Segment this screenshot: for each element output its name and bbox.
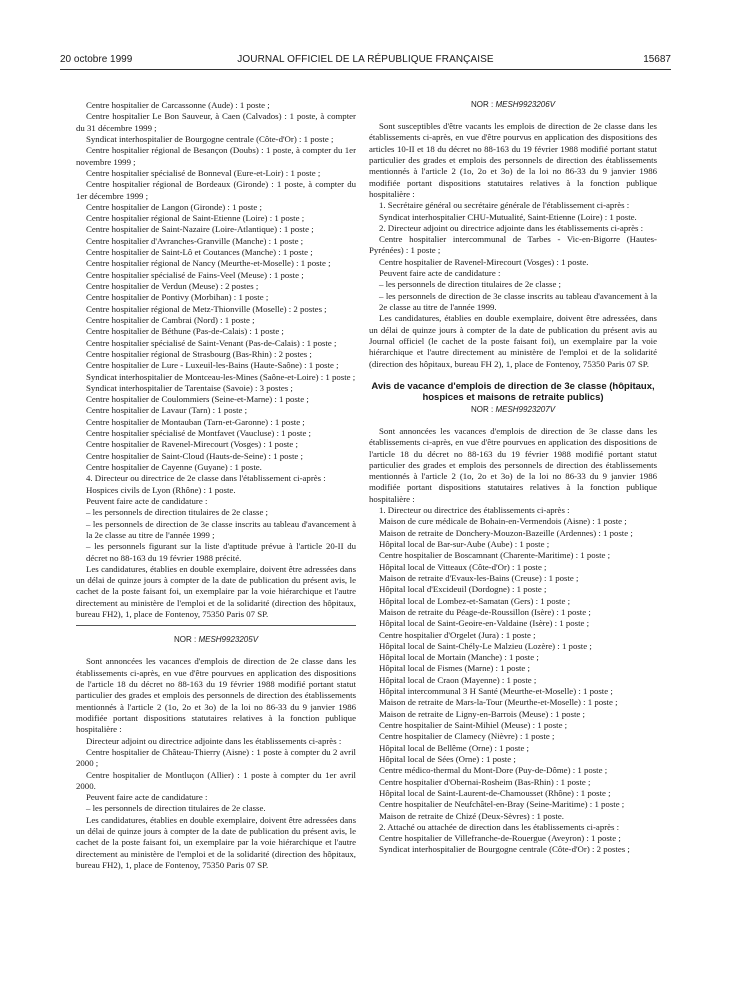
paragraph: Centre hospitalier spécialisé de Montfavet (Vaucluse) : 1 poste ; [86, 428, 311, 439]
paragraph: Centre hospitalier de Langon (Gironde) : 1 poste ; [86, 201, 262, 212]
paragraph: Centre hospitalier de Cayenne (Guyane) : 1 poste. [86, 462, 262, 472]
paragraph: Centre hospitalier de Neufchâtel-en-Bray (Seine-Maritime) : 1 poste ; [379, 799, 625, 810]
paragraph: Centre hospitalier régional de Nancy (Meurthe-et-Moselle) : 1 poste ; [86, 258, 331, 269]
paragraph: Centre hospitalier de Cambrai (Nord) : 1 poste ; [86, 314, 255, 325]
section-divider [76, 620, 356, 634]
paragraph: Hôpital local de Bar-sur-Aube (Aube) : 1 poste ; [379, 539, 550, 549]
paragraph: Syndicat interhospitalier de Tarentaise (Savoie) : 3 postes ; [86, 382, 293, 393]
paragraph: Centre hospitalier de Pontivy (Morbihan) : 1 poste ; [86, 292, 269, 303]
spacer [369, 110, 657, 121]
paragraph: 2. Directeur adjoint ou directrice adjointe dans les établissements ci-après : [379, 222, 644, 233]
header-rule [60, 69, 671, 70]
paragraph: Centre hospitalier intercommunal de Tarbes - Vic-en-Bigorre (Hautes-Pyrénées) : 1 poste ; [369, 234, 657, 256]
nor-reference [76, 634, 356, 645]
paragraph: Syndicat interhospitalier de Bourgogne centrale (Côte-d'Or) : 2 postes ; [379, 844, 630, 855]
paragraph: Hospices civils de Lyon (Rhône) : 1 poste. [86, 484, 236, 495]
list-item: – les personnels de direction de 3e classe inscrits au tableau d'avancement à la 2e classe au titre de l'année 1999 ; [86, 518, 356, 540]
paragraph: Maison de retraite du Péage-de-Roussillon (Isère) : 1 poste ; [379, 606, 591, 617]
paragraph: Directeur adjoint ou directrice adjointe dans les établissements ci-après : [86, 735, 342, 746]
nor-id: MESH9923205V [198, 635, 259, 645]
nor-id: MESH9923207V [495, 404, 556, 414]
header-date: 20 octobre 1999 [60, 54, 133, 65]
paragraph: Centre hospitalier spécialisé de Saint-Venant (Pas-de-Calais) : 1 poste ; [86, 337, 337, 348]
paragraph: Hôpital local de Saint-Geoire-en-Valdaine (Isère) : 1 poste ; [379, 618, 590, 629]
paragraph: Centre hospitalier de Saint-Mihiel (Meuse) : 1 poste ; [379, 720, 568, 730]
paragraph: Les candidatures, établies en double exemplaire, doivent être adressées dans un délai de quinze jours à compter de la date de publication du présent avis, le cachet de la poste faisant foi, un exemplaire par la voie hiérarchique et l'autre directement au ministère de l'emploi et de la solidarité (direction des hôpitaux, bureau FH2), 1, place de Fontenoy, 75350 Paris 07 SP. [76, 563, 356, 620]
paragraph: Centre hospitalier régional de Saint-Etienne (Loire) : 1 poste ; [86, 213, 305, 224]
paragraph: Maison de retraite de Donchery-Mouzon-Bazeille (Ardennes) : 1 poste ; [379, 527, 633, 538]
paragraph: Hôpital local de Saint-Chély-Le Malzieu (Lozère) : 1 poste ; [379, 640, 592, 651]
paragraph: Maison de retraite de Chizé (Deux-Sèvres) : 1 poste. [379, 810, 564, 821]
paragraph: Hôpital local de Sées (Orne) : 1 poste ; [379, 753, 516, 764]
paragraph: 4. Directeur ou directrice de 2e classe dans l'établissement ci-après : [86, 473, 326, 484]
paragraph: Syndicat interhospitalier CHU-Mutualité, Saint-Etienne (Loire) : 1 poste. [379, 211, 637, 222]
paragraph: Maison de retraite de Mars-la-Tour (Meurthe-et-Moselle) : 1 poste ; [379, 697, 618, 708]
spacer [369, 415, 657, 426]
nor-label: NOR : [173, 635, 197, 645]
paragraph: Sont annoncées les vacances d'emplois de direction de 2e classe dans les établissements ci-après, en vue d'être pourvues en application des dispositions de l'article 18 du décret no 88-163 du 19 février 1988 modifié portant statut particulier des grades et emplois des personnels de direction des établissements mentionnés à l'article 2 (1o, 2o et 3o) de la loi no 86-33 du 9 janvier 1986 modifiée portant dispositions statutaires relatives à la fonction publique hospitalière : [76, 656, 356, 735]
paragraph: Hôpital local de Fismes (Marne) : 1 poste ; [379, 663, 530, 674]
paragraph: 2. Attaché ou attachée de direction dans les établissements ci-après : [379, 821, 620, 832]
paragraph: Centre hospitalier de Béthune (Pas-de-Calais) : 1 poste ; [86, 326, 284, 337]
paragraph: Sont annoncées les vacances d'emplois de direction de 3e classe dans les établissements ci-après, en vue d'être pourvues en application des dispositions de l'article 18 du décret no 88-163 du 19 février 1988 modifié portant statut particulier des grades et emplois des personnels de direction des établissements mentionnés à l'article 2 (1o, 2o et 3o) de la loi no 86-33 du 9 janvier 1986 modifiée portant dispositions statutaires relatives à la fonction publique hospitalière : [369, 425, 657, 504]
spacer [76, 645, 356, 656]
paragraph: Syndicat interhospitalier de Montceau-les-Mines (Saône-et-Loire) : 1 poste ; [86, 371, 356, 382]
header-title: JOURNAL OFFICIEL DE LA RÉPUBLIQUE FRANÇAISE [237, 54, 494, 65]
paragraph: 1. Directeur ou directrice des établissements ci-après : [379, 505, 570, 516]
paragraph: Centre hospitalier de Saint-Nazaire (Loire-Atlantique) : 1 poste ; [86, 224, 314, 235]
right-column [369, 99, 657, 856]
paragraph: Centre hospitalier Le Bon Sauveur, à Caen (Calvados) : 1 poste, à compter du 31 décembre 1999 ; [76, 111, 356, 133]
paragraph: Centre hospitalier de Clamecy (Nièvre) : 1 poste ; [379, 731, 555, 742]
list-item: – les personnels de direction de 3e classe inscrits au tableau d'avancement à la 2e classe au titre de l'année 1999. [379, 290, 657, 312]
paragraph: Hôpital local de Lombez-et-Samatan (Gers) : 1 poste ; [379, 595, 571, 606]
paragraph: Les candidatures, établies en double exemplaire, doivent être adressées, dans un délai de quinze jours à compter de la date de publication du présent avis au Journal officiel (le cachet de la poste faisant foi), un exemplaire par la voie hiérarchique et l'autre directement au ministère de l'emploi et de la solidarité (direction des hôpitaux, bureau FH 2), 1, place de Fontenoy, 75350 Paris 07 SP. [369, 313, 657, 369]
paragraph: Centre hospitalier de Saint-Lô et Coutances (Manche) : 1 poste ; [86, 247, 313, 258]
paragraph: Centre hospitalier régional de Strasbourg (Bas-Rhin) : 2 postes ; [86, 348, 312, 359]
paragraph: Peuvent faire acte de candidature : [86, 792, 208, 803]
paragraph: Hôpital local de Saint-Laurent-de-Chamousset (Rhône) : 1 poste ; [379, 787, 611, 798]
paragraph: Maison de retraite de Ligny-en-Barrois (Meuse) : 1 poste ; [379, 708, 585, 719]
list-item: – les personnels de direction titulaires de 2e classe ; [86, 507, 268, 518]
paragraph: Centre hospitalier de Boscamnant (Charente-Maritime) : 1 poste ; [379, 550, 611, 561]
nor-label: NOR : [470, 100, 494, 109]
paragraph: Syndicat interhospitalier de Bourgogne centrale (Côte-d'Or) : 1 poste ; [86, 133, 334, 144]
paragraph: Centre hospitalier de Ravenel-Mirecourt (Vosges) : 1 poste. [379, 256, 589, 267]
paragraph: Centre hospitalier d'Orgelet (Jura) : 1 poste ; [379, 629, 536, 640]
paragraph: Centre hospitalier régional de Metz-Thionville (Moselle) : 2 postes ; [86, 303, 327, 314]
paragraph: Centre hospitalier de Villefranche-de-Rouergue (Aveyron) : 1 poste ; [379, 833, 621, 844]
paragraph: Peuvent faire acte de candidature : [379, 268, 501, 279]
paragraph: Centre hospitalier de Lure - Luxeuil-les-Bains (Haute-Saône) : 1 poste ; [86, 360, 339, 371]
nor-id: MESH9923206V [495, 100, 556, 109]
paragraph: Centre médico-thermal du Mont-Dore (Puy-de-Dôme) : 1 poste ; [379, 765, 608, 776]
page-header [60, 54, 671, 68]
paragraph: Centre hospitalier régional de Bordeaux (Gironde) : 1 poste, à compter du 1er décembre 1999 ; [76, 179, 356, 201]
header-page-number: 15687 [643, 54, 671, 65]
paragraph: Centre hospitalier de Montluçon (Allier) : 1 poste à compter du 1er avril 2000. [76, 769, 356, 791]
paragraph: Centre hospitalier de Saint-Cloud (Hauts-de-Seine) : 1 poste ; [86, 450, 303, 461]
nor-reference [369, 99, 657, 110]
paragraph: Maison de cure médicale de Bohain-en-Vermendois (Aisne) : 1 poste ; [379, 516, 627, 527]
paragraph: Hôpital local de Craon (Mayenne) : 1 poste ; [379, 674, 537, 685]
paragraph: Centre hospitalier d'Avranches-Granville (Manche) : 1 poste ; [86, 235, 304, 246]
paragraph: Hôpital intercommunal 3 H Santé (Meurthe-et-Moselle) : 1 poste ; [379, 686, 613, 697]
paragraph: Centre hospitalier de Ravenel-Mirecourt (Vosges) : 1 poste ; [86, 439, 298, 450]
paragraph: Centre hospitalier spécialisé de Fains-Veel (Meuse) : 1 poste ; [86, 269, 304, 280]
paragraph: Hôpital local de Vitteaux (Côte-d'Or) : 1 poste ; [379, 561, 547, 572]
list-item: – les personnels de direction titulaires de 2e classe. [86, 803, 266, 814]
paragraph: Maison de retraite d'Evaux-les-Bains (Creuse) : 1 poste ; [379, 572, 579, 583]
list-item: – les personnels figurant sur la liste d'aptitude prévue à l'article 20-II du décret no 88-163 du 19 février 1988 précité. [86, 541, 356, 563]
paragraph: Centre hospitalier d'Obernai-Rosheim (Bas-Rhin) : 1 poste ; [379, 776, 591, 787]
nor-label: NOR : [470, 404, 494, 414]
nor-reference [369, 404, 657, 415]
paragraph: Centre hospitalier de Carcassonne (Aude) : 1 poste ; [86, 100, 270, 110]
paragraph: Peuvent faire acte de candidature : [86, 495, 208, 506]
list-item: – les personnels de direction titulaires de 2e classe ; [379, 279, 561, 290]
paragraph: Centre hospitalier spécialisé de Bonneval (Eure-et-Loir) : 1 poste ; [86, 167, 321, 178]
left-column [76, 100, 356, 871]
paragraph: Hôpital local d'Excideuil (Dordogne) : 1 poste ; [379, 584, 547, 595]
paragraph: Hôpital local de Bellême (Orne) : 1 poste ; [379, 742, 529, 753]
section-heading: Avis de vacance d'emplois de direction de 3e classe (hôpitaux, hospices et maisons de retraite publics) [371, 380, 655, 404]
paragraph: Hôpital local de Mortain (Manche) : 1 poste ; [379, 652, 539, 663]
paragraph: Sont susceptibles d'être vacants les emplois de direction de 2e classe dans les établissements ci-après, en vue d'être pourvus en application des dispositions des articles 10-II et 18 du décret no 88-163 du 19 février 1988 modifié portant statut particulier des grades et emplois des personnels de direction des établissements mentionnés à l'article 2 (1o, 2o et 3o) de la loi no 86-33 du 9 janvier 1986 modifiée portant dispositions statutaires relatives à la fonction publique hospitalière : [369, 121, 657, 199]
paragraph: 1. Secrétaire général ou secrétaire générale de l'établissement ci-après : [379, 200, 630, 211]
paragraph: Les candidatures, établies en double exemplaire, doivent être adressées dans un délai de quinze jours à compter de la date de publication du présent avis, le cachet de la poste faisant foi, un exemplaire par la voie hiérarchique et l'autre directement au ministère de l'emploi et de la solidarité (direction des hôpitaux, bureau FH2), 1, place de Fontenoy, 75350 Paris 07 SP. [76, 814, 356, 870]
paragraph: Centre hospitalier de Château-Thierry (Aisne) : 1 poste à compter du 2 avril 2000 ; [76, 746, 356, 769]
paragraph: Centre hospitalier de Montauban (Tarn-et-Garonne) : 1 poste ; [86, 416, 305, 427]
paragraph: Centre hospitalier de Verdun (Meuse) : 2 postes ; [86, 281, 259, 291]
spacer [369, 370, 657, 381]
paragraph: Centre hospitalier de Lavaur (Tarn) : 1 poste ; [86, 405, 248, 416]
paragraph: Centre hospitalier de Coulommiers (Seine-et-Marne) : 1 poste ; [86, 394, 309, 405]
paragraph: Centre hospitalier régional de Besançon (Doubs) : 1 poste, à compter du 1er novembre 1999 ; [76, 145, 356, 167]
